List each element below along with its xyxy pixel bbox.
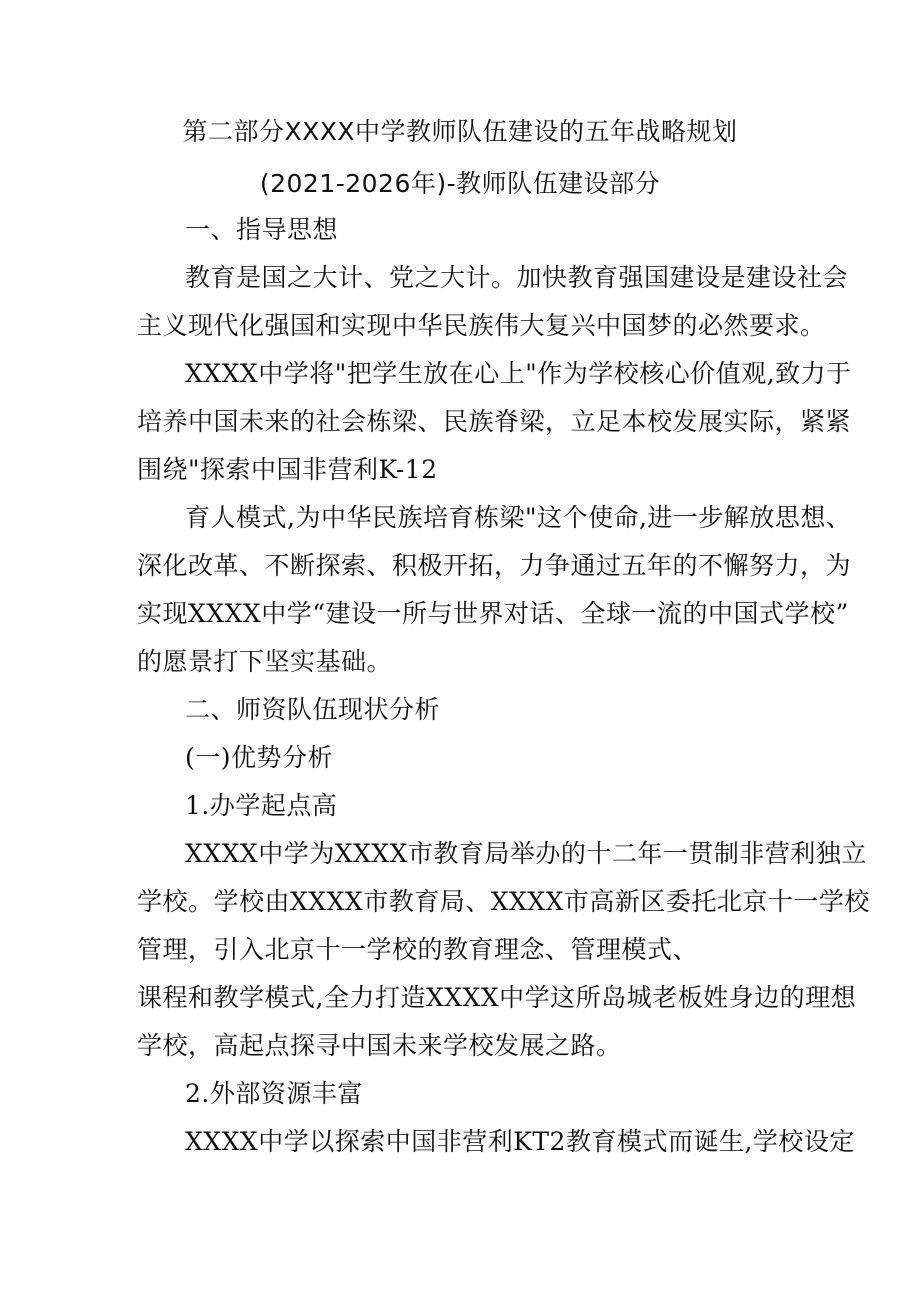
document-title-line-1: 第二部分XXXX中学教师队伍建设的五年战略规划 [182, 117, 738, 146]
paragraph-line: XXXX中学将"把学生放在心上"作为学校核心价值观,致力于 [185, 359, 852, 388]
subsection-heading-strengths: (一)优势分析 [185, 743, 334, 772]
paragraph-line: XXXX中学以探索中国非营利KT2教育模式而诞生,学校设定 [185, 1127, 855, 1156]
document-title-line-2: (2021-2026年)-教师队伍建设部分 [259, 169, 661, 198]
section-heading-guiding-thought: 一、指导思想 [185, 215, 339, 244]
paragraph-line: 学校，高起点探寻中国未来学校发展之路。 [137, 1031, 622, 1060]
section-heading-faculty-analysis: 二、师资队伍现状分析 [185, 695, 441, 724]
paragraph-line: 围绕"探索中国非营利K-12 [137, 455, 438, 484]
paragraph-line: 培养中国未来的社会栋梁、民族脊梁，立足本校发展实际，紧紧 [137, 407, 852, 436]
paragraph-line: 教育是国之大计、党之大计。加快教育强国建设是建设社会 [185, 263, 849, 292]
item-heading-external-resources: 2.外部资源丰富 [185, 1079, 363, 1108]
paragraph-line: 的愿景打下坚实基础。 [137, 647, 393, 676]
paragraph-line: 实现XXXX中学“建设一所与世界对话、全球一流的中国式学校” [137, 599, 849, 628]
paragraph-line: XXXX中学为XXXX市教育局举办的十二年一贯制非营利独立 [185, 839, 867, 868]
paragraph-line: 管理，引入北京十一学校的教育理念、管理模式、 [137, 935, 699, 964]
paragraph-line: 育人模式,为中华民族培育栋梁"这个使命,进一步解放思想、 [185, 503, 852, 532]
paragraph-line: 课程和教学模式,全力打造XXXX中学这所岛城老板姓身边的理想 [137, 983, 857, 1012]
item-heading-high-start: 1.办学起点高 [185, 791, 338, 820]
paragraph-line: 深化改革、不断探索、积极开拓，力争通过五年的不懈努力，为 [137, 551, 852, 580]
paragraph-line: 主义现代化强国和实现中华民族伟大复兴中国梦的必然要求。 [137, 311, 826, 340]
paragraph-line: 学校。学校由XXXX市教育局、XXXX市高新区委托北京十一学校 [137, 887, 870, 916]
